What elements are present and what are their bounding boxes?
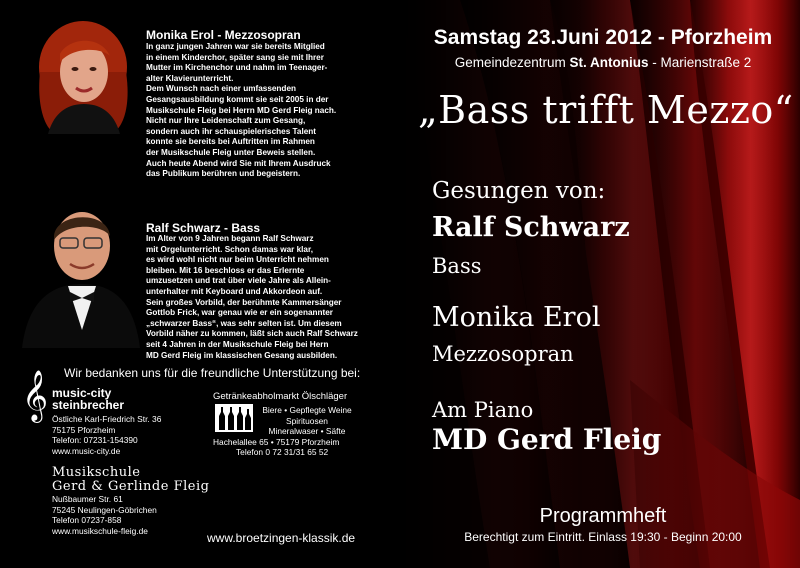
monika-bio-line: sondern auch ihr schauspielerisches Talent	[146, 126, 317, 136]
ralf-bio-heading: Ralf Schwarz - Bass	[146, 221, 261, 235]
musikcity-address-line: Östliche Karl-Friedrich Str. 36	[52, 414, 162, 424]
event-date-line: Samstag 23.Juni 2012 - Pforzheim	[433, 26, 773, 49]
musikschule-address-line: Telefon 07237-858	[52, 515, 122, 525]
musikcity-address-line: 75175 Pforzheim	[52, 424, 116, 435]
singer1-voice: Bass	[432, 254, 482, 278]
musikschule-name-line1: Musikschule	[52, 465, 141, 480]
sponsor-thanks: Wir bedanken uns für die freundliche Unterstützung bei:	[64, 366, 361, 380]
getraenke-phone: Telefon 0 72 31/31 65 52	[236, 447, 329, 457]
monika-bio-line: In ganz jungen Jahren war sie bereits Mitglied	[146, 42, 325, 51]
treble-clef-icon: 𝄞	[22, 370, 49, 421]
getraenke-address: Hachelallee 65 • 75179 Pforzheim	[213, 437, 340, 447]
monika-bio-line: Musikschule Fleig bei Herrn MD Gerd Fleig nach.	[146, 105, 337, 115]
monika-bio-line: das Publikum berühren und begeistern.	[146, 169, 301, 179]
website-url[interactable]: www.broetzingen-klassik.de	[207, 531, 356, 545]
getraenke-product-line: Mineralwaser • Säfte	[268, 426, 346, 436]
monika-bio-line: Auch heute Abend wird Sie mit Ihrem Ausdruck	[146, 158, 331, 168]
musikschule-address-line: 75245 Neulingen-Göbrichen	[52, 504, 157, 515]
curtain-graphic	[400, 0, 800, 568]
venue-suffix: - Marienstraße 2	[648, 55, 752, 70]
ralf-bio-line: mit Orgelunterricht. Schon damas war klar,	[146, 244, 313, 254]
ralf-bio-line: MD Gerd Fleig im klassischen Gesang ausbilden.	[146, 350, 338, 360]
musikschule-name-line2: Gerd & Gerlinde Fleig	[52, 479, 210, 494]
musikcity-logo-line2: steinbrecher	[52, 398, 125, 412]
musikcity-address-line: Telefon: 07231-154390	[52, 435, 138, 445]
ralf-bio-line: bleiben. Mit 16 beschloss er das Erlernte	[146, 265, 305, 275]
ralf-bio-line: Vorbild näher zu kommen, läßt sich auch Ralf Schwarz	[146, 329, 358, 339]
monika-bio-line: Gesangsausbildung kommt sie seit 2005 in der	[146, 94, 329, 104]
ralf-bio-line: Gottlob Frick, war genau wie er ein sogenannter	[146, 308, 333, 318]
singer2-name: Monika Erol	[432, 302, 601, 333]
bottles-icon	[215, 404, 253, 432]
venue-name: St. Antonius	[569, 55, 649, 70]
musikcity-address	[52, 414, 161, 456]
venue-prefix: Gemeindezentrum	[454, 55, 570, 70]
red-curtain-background	[400, 0, 800, 568]
ralf-bio-line: „schwarzer Bass“, was sehr selten ist. Um diesem	[146, 318, 342, 328]
monika-erol-photo	[28, 12, 138, 134]
ralf-bio-line: es wird wohl nicht nur beim Unterricht nehmen	[146, 255, 329, 265]
monika-bio-line: in einem Kinderchor, später sang sie mit Ihrer	[146, 52, 324, 62]
monika-bio-text	[146, 42, 336, 180]
getraenke-product-line: Biere • Gepflegte Weine	[262, 405, 352, 415]
ralf-bio-line: unterhalter mit Keyboard und Akkordeon auf.	[146, 286, 323, 296]
concert-title: „Bass trifft Mezzo“	[418, 88, 794, 132]
ralf-schwarz-photo	[22, 200, 140, 348]
singer1-name: Ralf Schwarz	[432, 212, 630, 243]
monika-bio-line: der Musikschule Fleig unter Beweis stellen.	[146, 147, 316, 157]
ralf-bio-line: umzusetzen und trat über viele Jahre als Allein-	[146, 276, 331, 286]
programmheft-title: Programmheft	[539, 505, 667, 527]
monika-bio-line: Nicht nur Ihre Leidenschaft zum Gesang,	[146, 116, 306, 126]
musikschule-address-line: Nußbaumer Str. 61	[52, 494, 123, 504]
event-venue-line	[418, 55, 788, 70]
musikschule-address-line: www.musikschule-fleig.de	[52, 525, 148, 536]
piano-label: Am Piano	[432, 398, 534, 422]
monika-bio-line: Dem Wunsch nach einer umfassenden	[146, 84, 296, 94]
getraenke-name: Getränkeabholmarkt Ölschläger	[213, 391, 348, 402]
musikschule-address	[52, 494, 157, 536]
ralf-bio-line: Sein großes Vorbild, der berühmte Kammersänger	[146, 297, 342, 307]
ralf-bio-line: Im Alter von 9 Jahren begann Ralf Schwarz	[146, 234, 314, 243]
monika-bio-line: Mutter im Kirchenchor und nahm im Teenager-	[146, 63, 328, 73]
musikcity-address-line: www.music-city.de	[52, 445, 121, 456]
pianist-name: MD Gerd Fleig	[432, 423, 662, 456]
monika-bio-line: alter Klavierunterricht.	[146, 73, 234, 83]
admission-info: Berechtigt zum Eintritt. Einlass 19:30 - Beginn 20:00	[464, 530, 742, 544]
getraenke-product-line: Spirituosen	[286, 415, 328, 426]
singer2-voice: Mezzosopran	[432, 342, 574, 366]
monika-bio-line: konnte sie bereits bei Auftritten im Rahmen	[146, 137, 315, 147]
ralf-bio-text	[146, 234, 358, 361]
ralf-bio-line: seit 4 Jahren in der Musikschule Fleig bei Hern	[146, 339, 329, 349]
musikcity-logo-line1: music-city	[52, 386, 112, 400]
getraenke-products	[254, 405, 360, 437]
monika-bio-heading: Monika Erol - Mezzosopran	[146, 28, 301, 42]
sung-by-label: Gesungen von:	[432, 178, 606, 204]
